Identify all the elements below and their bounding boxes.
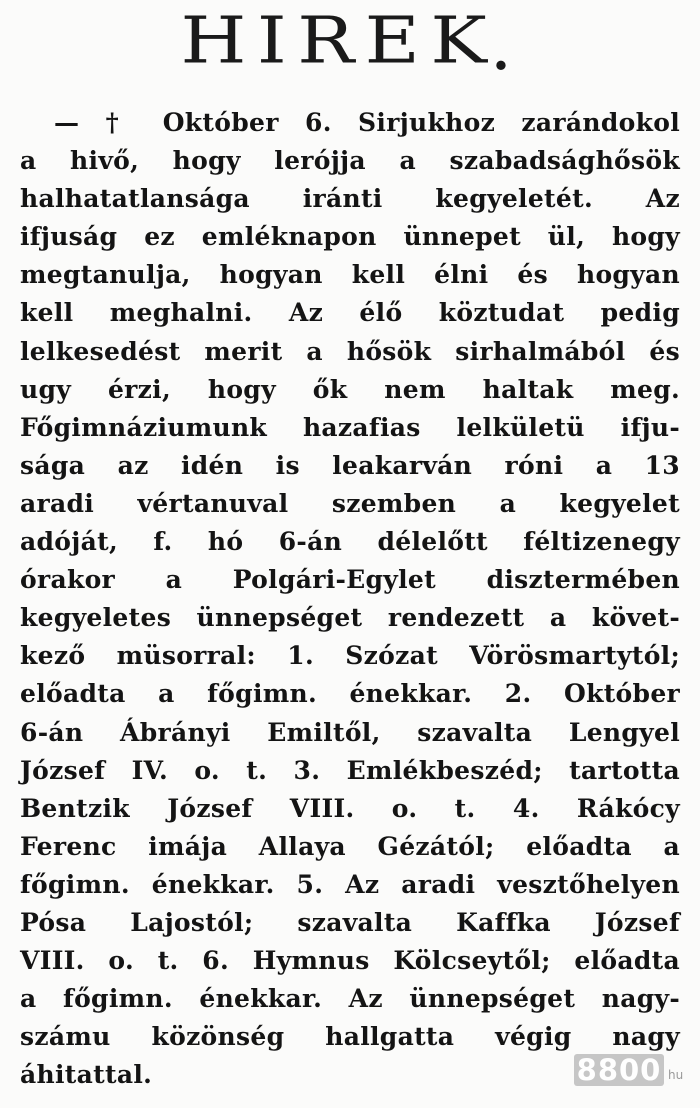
article-line: — † Október 6. Sirjukhoz zarándokol [54, 108, 680, 137]
article-line: áhitattal. [20, 1060, 153, 1090]
section-title: HIREK [180, 2, 497, 78]
article-line: kegyeletes ünnepséget rendezett a követ- [20, 603, 680, 633]
article-line: lelkesedést merit a hősök sirhalmából és [20, 336, 680, 366]
article-line: ugy érzi, hogy ők nem haltak meg. [20, 374, 680, 404]
article-line: kező müsorral: 1. Szózat Vörösmartytól; [20, 641, 680, 671]
article-line: Bentzik József VIII. o. t. 4. Rákócy [20, 793, 680, 823]
article-line: órakor a Polgári-Egylet disztermében [20, 565, 680, 595]
article-line: VIII. o. t. 6. Hymnus Kölcseytől; előadta [20, 946, 680, 976]
article-line: Ferenc imája Allaya Gézától; előadta a [20, 831, 680, 861]
article-line: sága az idén is leakarván róni a 13 [20, 450, 680, 480]
article-line: előadta a főgimn. énekkar. 2. Október [20, 679, 680, 709]
article-line: halhatatlansága iránti kegyeletét. Az [20, 184, 680, 214]
article-line: megtanulja, hogyan kell élni és hogyan [20, 260, 680, 290]
site-watermark [574, 1054, 694, 1094]
article-line: számu közönség hallgatta végig nagy [20, 1022, 680, 1052]
watermark-digits: 8800 [576, 1053, 662, 1087]
article-line: ifjuság ez emléknapon ünnepet ül, hogy [20, 222, 680, 252]
article-line: Főgimnáziumunk hazafias lelkületü ifju- [20, 412, 680, 442]
article-line: Pósa Lajostól; szavalta Kaffka József [20, 907, 680, 937]
article-line: kell meghalni. Az élő köztudat pedig [20, 298, 680, 328]
article-line: 6-án Ábrányi Emiltől, szavalta Lengyel [20, 717, 680, 747]
article-line: aradi vértanuval szemben a kegyelet [20, 488, 680, 518]
watermark-badge [574, 1054, 664, 1086]
section-masthead [0, 2, 700, 86]
watermark-domain: hu [668, 1068, 684, 1082]
article-line: József IV. o. t. 3. Emlékbeszéd; tartotta [20, 755, 680, 785]
section-title-dot: . [489, 2, 513, 86]
article-line: adóját, f. hó 6-án délelőtt féltizenegy [20, 527, 680, 557]
article-line: a főgimn. énekkar. Az ünnepséget nagy- [20, 984, 680, 1014]
article-line: a hivő, hogy lerójja a szabadsághősök [20, 146, 680, 176]
news-article [20, 104, 680, 1094]
article-line: főgimn. énekkar. 5. Az aradi vesztőhelyen [20, 869, 680, 899]
